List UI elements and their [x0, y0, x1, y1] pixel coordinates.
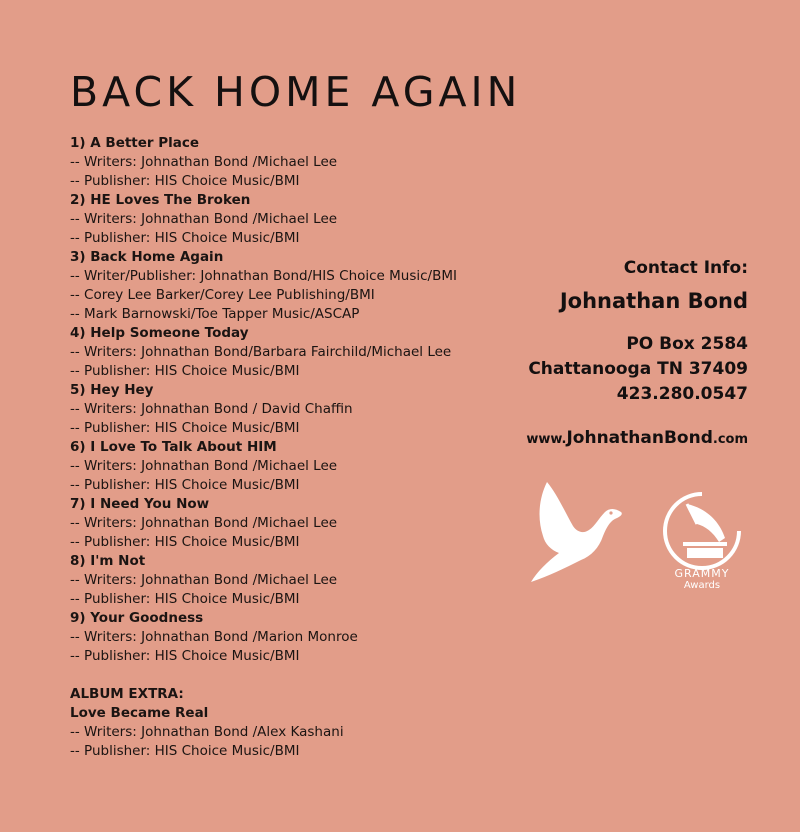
- track-title: 9) Your Goodness: [70, 610, 204, 626]
- track-credit: -- Publisher: HIS Choice Music/BMI: [70, 230, 300, 246]
- website-link[interactable]: [526, 428, 748, 448]
- track-title: 1) A Better Place: [70, 135, 200, 151]
- dove-icon: [525, 478, 625, 586]
- grammy-label: GRAMMY: [674, 567, 730, 580]
- track-credit: -- Writers: Johnathan Bond /Michael Lee: [70, 515, 338, 531]
- track-credit: -- Writers: Johnathan Bond / David Chaffin: [70, 401, 353, 417]
- album-extra-credit: -- Publisher: HIS Choice Music/BMI: [70, 743, 300, 759]
- track-credit: -- Writer/Publisher: Johnathan Bond/HIS Choice Music/BMI: [70, 268, 457, 284]
- grammy-logo: [652, 490, 752, 600]
- track-credit: -- Publisher: HIS Choice Music/BMI: [70, 420, 300, 436]
- website-suffix: .com: [712, 432, 748, 447]
- track-title: 2) HE Loves The Broken: [70, 192, 251, 208]
- track-title: 8) I'm Not: [70, 553, 146, 569]
- contact-name: Johnathan Bond: [559, 289, 748, 313]
- track-title: 3) Back Home Again: [70, 249, 224, 265]
- track-credit: -- Publisher: HIS Choice Music/BMI: [70, 648, 300, 664]
- track-credit: -- Publisher: HIS Choice Music/BMI: [70, 477, 300, 493]
- website-name: JohnathanBond: [566, 428, 713, 448]
- album-extra-credit: -- Writers: Johnathan Bond /Alex Kashani: [70, 724, 344, 740]
- album-title: BACK HOME AGAIN: [70, 68, 522, 116]
- track-credit: -- Publisher: HIS Choice Music/BMI: [70, 534, 300, 550]
- track-title: 5) Hey Hey: [70, 382, 154, 398]
- album-extra-heading: ALBUM EXTRA:: [70, 686, 184, 702]
- contact-info: [528, 256, 748, 407]
- address-line-1: PO Box 2584: [626, 334, 748, 354]
- track-credit: -- Mark Barnowski/Toe Tapper Music/ASCAP: [70, 306, 360, 322]
- track-credit: -- Writers: Johnathan Bond /Michael Lee: [70, 154, 338, 170]
- gramophone-icon: [657, 490, 747, 570]
- track-credit: -- Writers: Johnathan Bond /Michael Lee: [70, 458, 338, 474]
- track-credit: -- Writers: Johnathan Bond /Michael Lee: [70, 211, 338, 227]
- phone-number: 423.280.0547: [616, 384, 748, 404]
- track-credit: -- Corey Lee Barker/Corey Lee Publishing/BMI: [70, 287, 375, 303]
- track-credit: -- Publisher: HIS Choice Music/BMI: [70, 591, 300, 607]
- track-title: 4) Help Someone Today: [70, 325, 249, 341]
- address-line-2: Chattanooga TN 37409: [528, 359, 748, 379]
- website-prefix: www.: [526, 432, 567, 447]
- contact-heading: Contact Info:: [623, 258, 748, 278]
- track-title: 7) I Need You Now: [70, 496, 210, 512]
- track-credit: -- Publisher: HIS Choice Music/BMI: [70, 363, 300, 379]
- album-extra-title: Love Became Real: [70, 705, 209, 721]
- track-list: [70, 134, 510, 761]
- track-credit: -- Writers: Johnathan Bond/Barbara Fairchild/Michael Lee: [70, 344, 452, 360]
- grammy-sublabel: Awards: [683, 580, 721, 591]
- track-title: 6) I Love To Talk About HIM: [70, 439, 277, 455]
- track-credit: -- Writers: Johnathan Bond /Michael Lee: [70, 572, 338, 588]
- track-credit: -- Writers: Johnathan Bond /Marion Monroe: [70, 629, 358, 645]
- track-credit: -- Publisher: HIS Choice Music/BMI: [70, 173, 300, 189]
